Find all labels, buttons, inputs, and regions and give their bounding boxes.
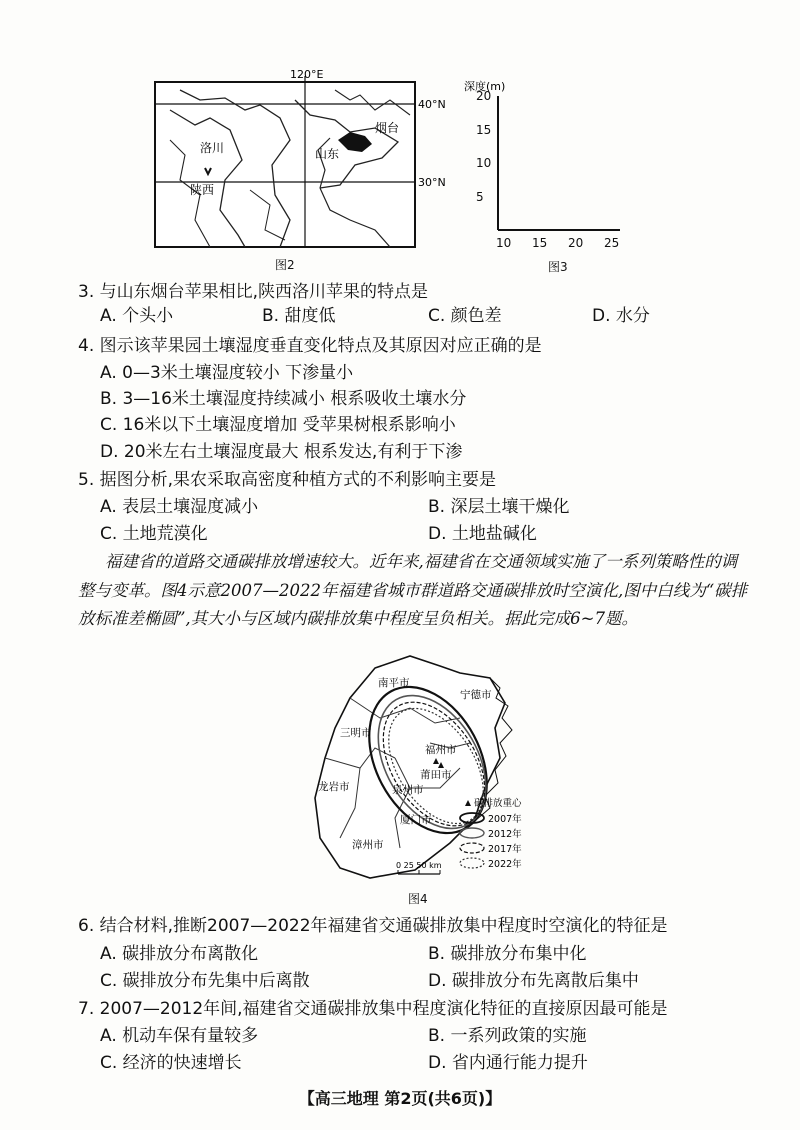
page-footer: 【高三地理 第2页(共6页)】 xyxy=(298,1089,502,1108)
x-tick-label: 15 xyxy=(532,236,548,250)
city-xiamen: 厦门市 xyxy=(400,814,432,826)
place-luochuan: 洛川 xyxy=(200,141,225,155)
figure-2-map xyxy=(150,68,446,272)
place-shandong: 山东 xyxy=(315,147,340,161)
q6-option-b[interactable]: B. 碳排放分布集中化 xyxy=(428,944,587,964)
q7-option-d[interactable]: D. 省内通行能力提升 xyxy=(428,1053,588,1073)
lon-label: 120°E xyxy=(290,68,324,81)
city-putian: 莆田市 xyxy=(420,769,452,781)
passage-line-1: 福建省的道路交通碳排放增速较大。近年来,福建省在交通领域实施了一系列策略性的调 xyxy=(105,552,738,571)
city-sanming: 三明市 xyxy=(340,727,372,739)
lat-top-label: 40°N xyxy=(418,98,446,111)
x-tick-label: 20 xyxy=(568,236,584,250)
x-tick-label: 10 xyxy=(496,236,512,250)
passage-line-3: 放标准差椭圆”,其大小与区域内碳排放集中程度呈负相关。据此完成6~7题。 xyxy=(78,609,639,628)
y-tick-label: 10 xyxy=(476,156,492,170)
city-longyan: 龙岩市 xyxy=(318,781,350,793)
q6-option-a[interactable]: A. 碳排放分布离散化 xyxy=(100,944,259,964)
place-yantai: 烟台 xyxy=(375,121,400,135)
question-6-stem: 6. 结合材料,推断2007—2022年福建省交通碳排放集中程度时空演化的特征是 xyxy=(78,916,668,936)
question-5-stem: 5. 据图分析,果农采取高密度种植方式的不利影响主要是 xyxy=(78,470,497,490)
legend-2022-icon xyxy=(460,858,484,868)
figure-2-caption: 图2 xyxy=(275,258,295,272)
passage-line-2: 整与变革。图4示意2007—2022年福建省城市群道路交通碳排放时空演化,图中白线为“碳排 xyxy=(78,581,748,600)
y-tick-label: 20 xyxy=(476,89,492,103)
q5-option-a[interactable]: A. 表层土壤湿度减小 xyxy=(100,497,259,517)
lat-mid-label: 30°N xyxy=(418,176,446,189)
city-zhangzhou: 漳州市 xyxy=(352,839,384,851)
fujian-graphic xyxy=(300,648,540,886)
q5-option-c[interactable]: C. 土地荒漠化 xyxy=(100,524,208,544)
q4-option-d[interactable]: D. 20米左右土壤湿度最大 根系发达,有利于下渗 xyxy=(100,442,463,462)
legend-2022: 2022年 xyxy=(488,859,522,870)
city-quanzhou: 泉州市 xyxy=(392,784,424,796)
city-fuzhou: 福州市 xyxy=(425,744,457,756)
q4-option-a[interactable]: A. 0—3米土壤湿度较小 下渗量小 xyxy=(100,363,354,383)
q3-option-b[interactable]: B. 甜度低 xyxy=(262,306,336,326)
city-ningde: 宁德市 xyxy=(460,689,492,701)
q3-option-a[interactable]: A. 个头小 xyxy=(100,306,174,326)
legend-center: 碳排放重心 xyxy=(474,798,522,809)
q5-option-d[interactable]: D. 土地盐碱化 xyxy=(428,524,537,544)
q3-option-d[interactable]: D. 水分 xyxy=(592,306,650,326)
figure-3-chart xyxy=(462,78,632,273)
legend-2017: 2017年 xyxy=(488,844,522,855)
x-tick-label: 25 xyxy=(604,236,620,250)
figure-4-caption: 图4 xyxy=(408,892,428,906)
legend-2012-icon xyxy=(460,828,484,838)
question-3-stem: 3. 与山东烟台苹果相比,陕西洛川苹果的特点是 xyxy=(78,282,429,302)
question-4-stem: 4. 图示该苹果园土壤湿度垂直变化特点及其原因对应正确的是 xyxy=(78,336,542,356)
place-shaanxi: 陕西 xyxy=(190,183,215,197)
y-tick-label: 15 xyxy=(476,122,492,137)
q5-option-b[interactable]: B. 深层土壤干燥化 xyxy=(428,497,570,517)
figure-4-map xyxy=(300,648,540,910)
legend-2012: 2012年 xyxy=(488,829,522,840)
y-axis-title: 深度(m) xyxy=(464,80,506,93)
q6-option-d[interactable]: D. 碳排放分布先离散后集中 xyxy=(428,971,639,991)
q3-option-c[interactable]: C. 颜色差 xyxy=(428,306,502,326)
q7-option-c[interactable]: C. 经济的快速增长 xyxy=(100,1053,242,1073)
q6-option-c[interactable]: C. 碳排放分布先集中后离散 xyxy=(100,971,310,991)
map-graphic xyxy=(150,68,446,270)
scale-bar-label: 0 25 50 km xyxy=(396,861,442,870)
q4-option-c[interactable]: C. 16米以下土壤湿度增加 受苹果树根系影响小 xyxy=(100,415,456,435)
figure-3-caption: 图3 xyxy=(548,260,568,274)
city-nanping: 南平市 xyxy=(378,677,410,689)
q4-option-b[interactable]: B. 3—16米土壤湿度持续减小 根系吸收土壤水分 xyxy=(100,389,467,409)
y-tick-label: 5 xyxy=(476,189,484,204)
legend-2017-icon xyxy=(460,843,484,853)
q7-option-b[interactable]: B. 一系列政策的实施 xyxy=(428,1026,587,1046)
question-7-stem: 7. 2007—2012年间,福建省交通碳排放集中程度演化特征的直接原因最可能是 xyxy=(78,999,668,1019)
q7-option-a[interactable]: A. 机动车保有量较多 xyxy=(100,1026,259,1046)
legend-2007: 2007年 xyxy=(488,814,522,825)
